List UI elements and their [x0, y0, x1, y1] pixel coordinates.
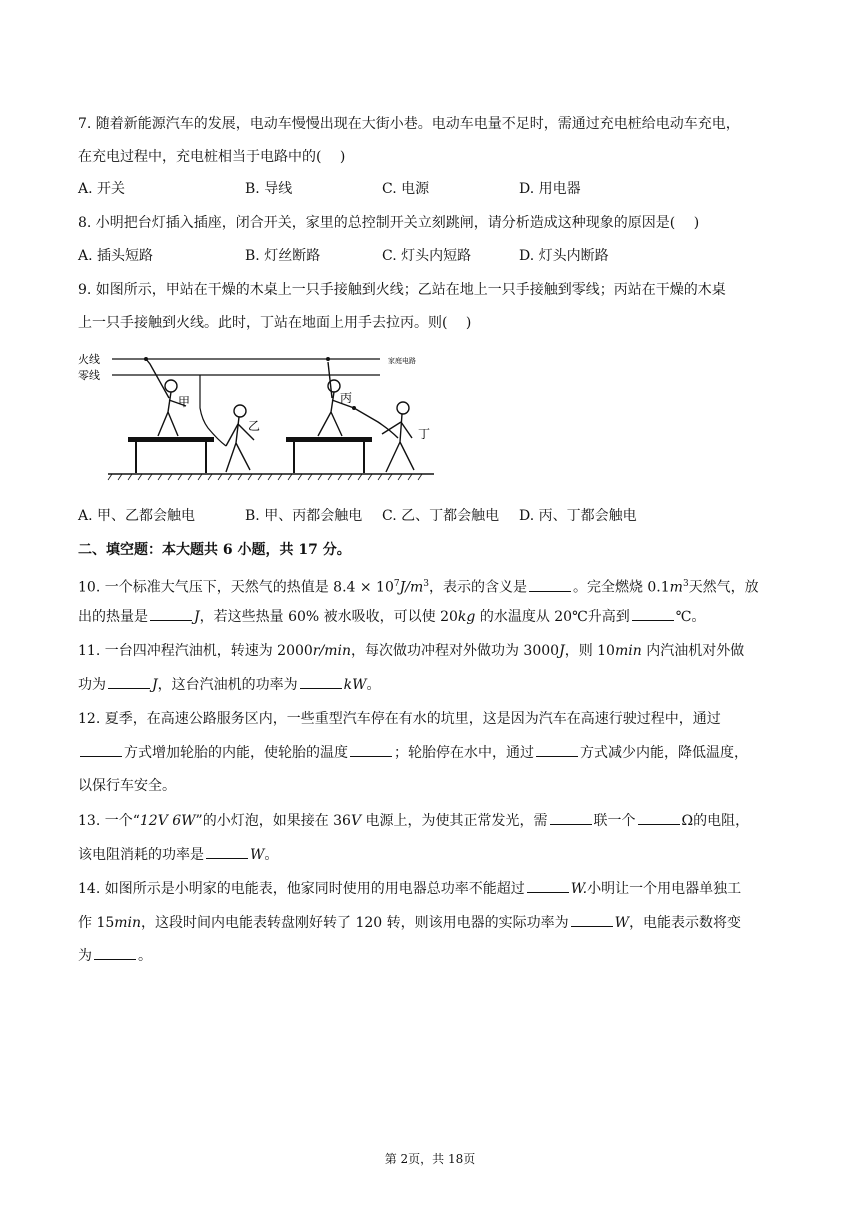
live-wire-label: 火线 — [78, 353, 100, 366]
q12-line2: 方式增加轮胎的内能，使轮胎的温度 ；轮胎停在水中，通过 方式减少内能，降低温度， — [78, 743, 748, 763]
wooden-table-2 — [286, 437, 372, 442]
q10-blank-1[interactable] — [529, 579, 571, 592]
q12-blank-3[interactable] — [536, 744, 578, 757]
q8-option-a[interactable]: A. 插头短路 — [78, 248, 154, 264]
q9-option-d[interactable]: D. 丙、丁都会触电 — [519, 508, 637, 524]
q10-line1: 10. 一个标准大气压下，天然气的热值是 $8.4 \times 10^7J/m^3$，表示的含义是 。完全燃烧 $0.1m^3$天然气，放 — [78, 579, 759, 596]
section-2-title: 二、填空题：本大题共 6 小题，共 17 分。 — [78, 542, 351, 558]
q9-option-c[interactable]: C. 乙、丁都会触电 — [382, 508, 500, 524]
q8-option-b[interactable]: B. 灯丝断路 — [245, 248, 321, 264]
q10-blank-2[interactable] — [150, 608, 192, 621]
q7-option-c[interactable]: C. 电源 — [382, 181, 430, 197]
q7-option-a[interactable]: A. 开关 — [78, 181, 126, 197]
person-ding — [382, 402, 414, 472]
q7-stem-line1: 7. 随着新能源汽车的发展，电动车慢慢出现在大街小巷。电动车电量不足时，需通过充电桩给电动车充电， — [78, 116, 740, 132]
q14-blank-2[interactable] — [571, 914, 613, 927]
q14-line3: 为 。 — [78, 948, 152, 964]
label-yi: 乙 — [248, 419, 261, 433]
person-yi — [226, 405, 254, 472]
circuit-figure — [78, 348, 440, 484]
q11-line2: 功为 J，这台汽油机的功率为 kW。 — [78, 677, 381, 693]
q11-line1: 11. 一台四冲程汽油机，转速为 2000r/min，每次做功冲程对外做功为 3000J，则 10min 内汽油机对外做 — [78, 643, 745, 659]
q7-option-d[interactable]: D. 用电器 — [519, 181, 581, 197]
q9-option-a[interactable]: A. 甲、乙都会触电 — [78, 508, 196, 524]
q14-line2: 作 15min，这段时间内电能表转盘刚好转了 120 转，则该用电器的实际功率为 W，电能表示数将变 — [78, 915, 742, 931]
label-ding: 丁 — [418, 427, 431, 441]
label-jia: 甲 — [178, 395, 191, 409]
wooden-table-1 — [128, 437, 214, 442]
q13-blank-2[interactable] — [638, 812, 680, 825]
q7-option-b[interactable]: B. 导线 — [245, 181, 293, 197]
q13-line2: 该电阻消耗的功率是 W。 — [78, 847, 279, 863]
q11-blank-2[interactable] — [300, 676, 342, 689]
q13-line1: 13. 一个“12V 6W”的小灯泡，如果接在 36V 电源上，为使其正常发光，需 联一个 Ω的电阻， — [78, 813, 750, 829]
q14-blank-1[interactable] — [527, 880, 569, 893]
q10-line2: 出的热量是 J，若这些热量 60% 被水吸收，可以使 20kg 的水温度从 20℃升高到 ℃。 — [78, 609, 706, 625]
label-bing: 丙 — [340, 391, 353, 405]
page-footer: 第 2页，共 18页 — [384, 1152, 476, 1166]
q11-blank-1[interactable] — [108, 676, 150, 689]
q8-option-c[interactable]: C. 灯头内短路 — [382, 248, 472, 264]
q8-stem: 8. 小明把台灯插入插座，闭合开关，家里的总控制开关立刻跳闸，请分析造成这种现象的原因是( ) — [78, 215, 700, 231]
q12-blank-2[interactable] — [350, 744, 392, 757]
q13-blank-3[interactable] — [206, 846, 248, 859]
q12-blank-1[interactable] — [80, 744, 122, 757]
q8-option-d[interactable]: D. 灯头内断路 — [519, 248, 609, 264]
q12-line3: 以保行车安全。 — [78, 778, 176, 794]
q9-option-b[interactable]: B. 甲、丙都会触电 — [245, 508, 363, 524]
q10-blank-3[interactable] — [632, 608, 674, 621]
q13-blank-1[interactable] — [550, 812, 592, 825]
q7-stem-line2: 在充电过程中，充电桩相当于电路中的( ) — [78, 149, 346, 165]
person-bing — [318, 362, 398, 438]
q9-stem-line2: 上一只手接触到火线。此时，丁站在地面上用手去拉丙。则( ) — [78, 315, 472, 331]
neutral-wire-label: 零线 — [78, 369, 100, 382]
q14-blank-3[interactable] — [94, 947, 136, 960]
q12-line1: 12. 夏季，在高速公路服务区内，一些重型汽车停在有水的坑里，这是因为汽车在高速行驶过程中，通过 — [78, 711, 721, 727]
circuit-label: 家庭电路 — [388, 357, 416, 365]
q14-line1: 14. 如图所示是小明家的电能表，他家同时使用的用电器总功率不能超过 W.小明让一个用电器单独工 — [78, 881, 742, 897]
q9-stem-line1: 9. 如图所示，甲站在干燥的木桌上一只手接触到火线；乙站在地上一只手接触到零线；丙站在干燥的木桌 — [78, 282, 726, 298]
